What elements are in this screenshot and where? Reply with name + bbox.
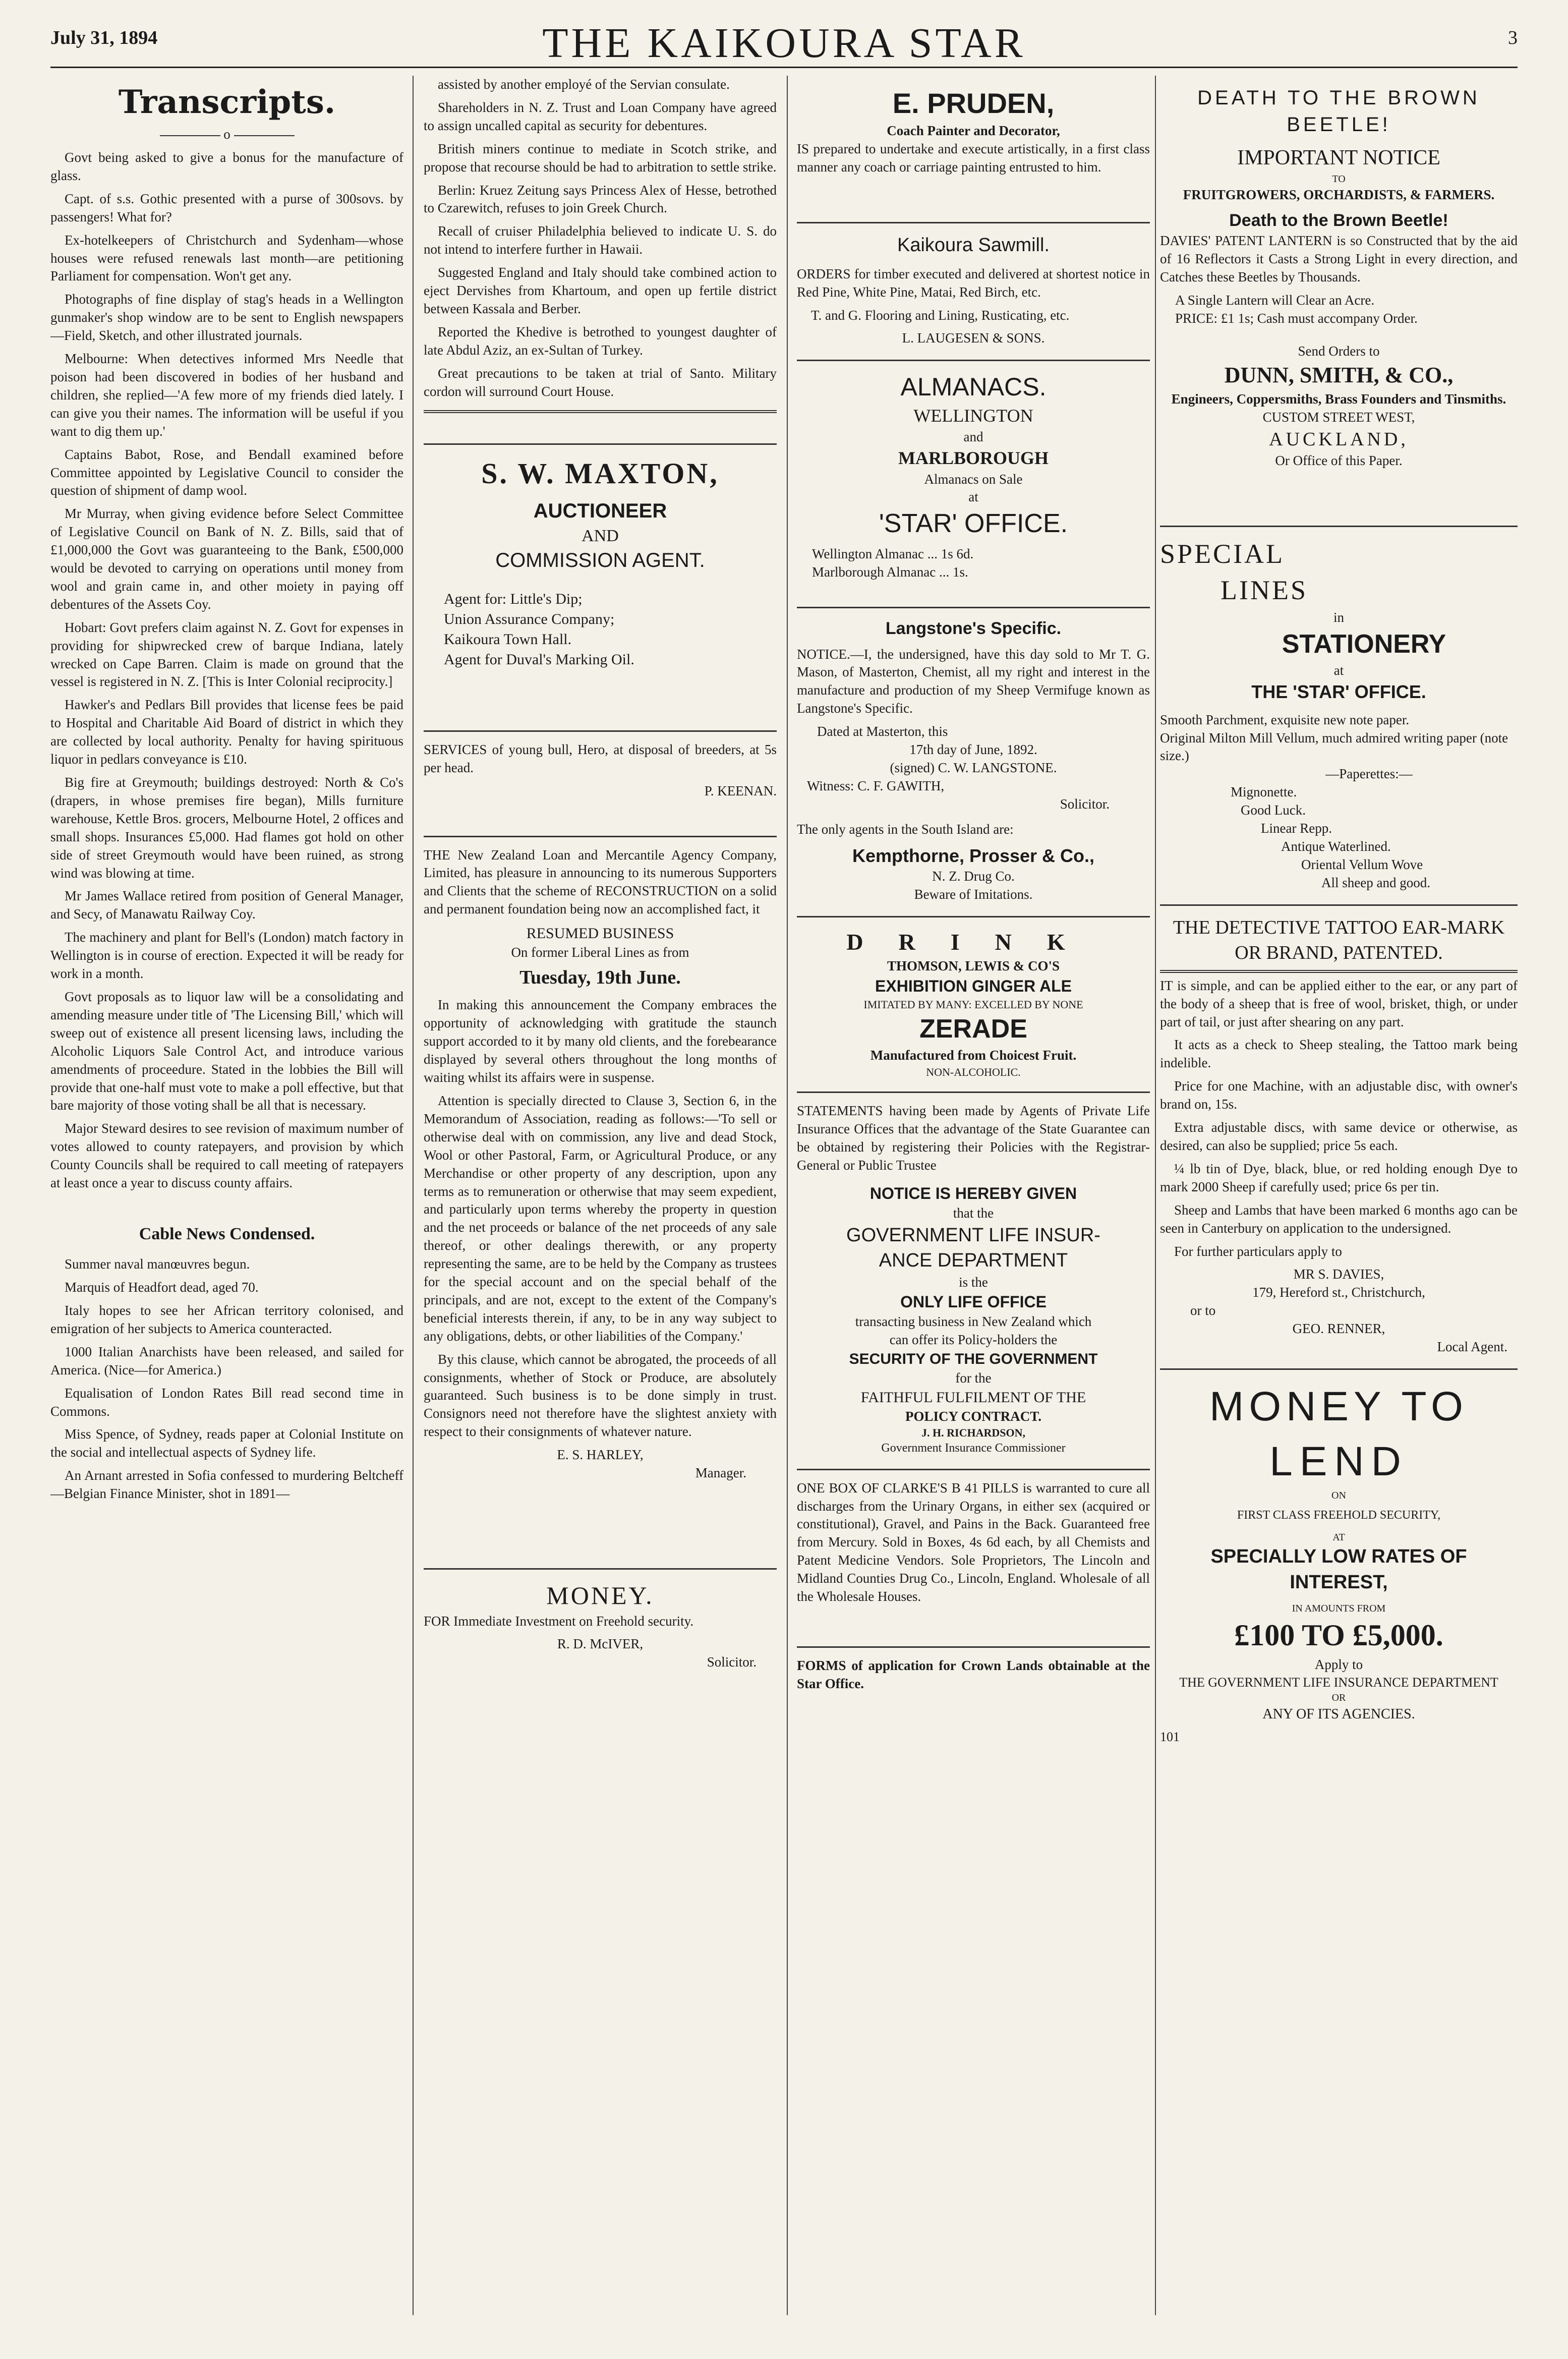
news-paragraph: Mr Murray, when giving evidence before Select Committee of Legislative Council on Bank of N. Z. Bills, said that of £1,000,000 the Govt was guaranteeing to the Bank, £500,000 would be devoted to carrying on operations until money from wool and grain came in, and other moiety in paying off debentures of the Assets Coy. bbox=[50, 506, 403, 612]
pruden-text: IS prepared to undertake and execute artistically, in a first class manner any coach or carriage painting entrusted to him. bbox=[797, 141, 1150, 175]
cable-paragraph: Equalisation of London Rates Bill read second time in Commons. bbox=[50, 1385, 403, 1419]
langstone-beware: Beware of Imitations. bbox=[914, 887, 1033, 902]
cable-paragraph: Marquis of Headfort dead, aged 70. bbox=[65, 1280, 259, 1295]
ad-almanacs bbox=[797, 360, 1150, 587]
govlife-security: SECURITY OF THE GOVERNMENT bbox=[849, 1350, 1098, 1367]
drink-nonalcoholic: NON-ALCOHOLIC. bbox=[926, 1066, 1021, 1079]
services-text: SERVICES of young bull, Hero, at disposal of breeders, at 5s per head. bbox=[424, 741, 777, 775]
news-paragraph: assisted by another employé of the Servian consulate. bbox=[438, 77, 730, 92]
langstone-signed: (signed) C. W. LANGSTONE. bbox=[890, 760, 1057, 775]
nzloan-p2: In making this announcement the Company embraces the opportunity of acknowledging with gratitude the staunch support accorded to it by many old clients, and the forebearance displayed by several others throughout the long months of waiting whilst its affairs were in suspense. bbox=[424, 997, 777, 1085]
almanacs-l2: and bbox=[963, 429, 983, 444]
money-text: FOR Immediate Investment on Freehold security. bbox=[424, 1613, 694, 1629]
page-number: 3 bbox=[1508, 27, 1518, 48]
news-paragraph: British miners continue to mediate in Scotch strike, and propose that recourse should be had to arbitration to settle strike. bbox=[424, 141, 777, 175]
ad-government-life bbox=[797, 1091, 1150, 1461]
langstone-witness: Witness: C. F. GAWITH, bbox=[807, 778, 945, 793]
money-range: £100 TO £5,000. bbox=[1234, 1618, 1443, 1652]
news-continued bbox=[424, 76, 777, 401]
news-paragraph: Big fire at Greymouth; buildings destroyed: North & Co's (drapers, in whose premises fire began), Mills furniture warehouse, Kettle Bros. grocers, Melbourne Hotel, 2 offices and small shops. Insurances £5,000. Had flames got hold on other side of street Greymouth would have been ruined, as strong wind was blowing at time. bbox=[50, 775, 403, 881]
tattoo-p3: Price for one Machine, with an adjustable disc, with owner's brand on, 15s. bbox=[1160, 1078, 1518, 1112]
drink-zerade: ZERADE bbox=[919, 1014, 1027, 1044]
money-l1: MONEY TO bbox=[1209, 1383, 1468, 1429]
tattoo-p4: Extra adjustable discs, with same device or otherwise, as desired, can also be supplied; price 5s each. bbox=[1160, 1120, 1518, 1153]
beetle-trade: Engineers, Coppersmiths, Brass Founders and Tinsmiths. bbox=[1171, 391, 1506, 407]
beetle-growers: FRUITGROWERS, ORCHARDISTS, & FARMERS. bbox=[1183, 187, 1495, 202]
beetle-or: Or Office of this Paper. bbox=[1275, 453, 1403, 469]
ad-tattoo bbox=[1160, 904, 1518, 1361]
tattoo-title: THE DETECTIVE TATTOO EAR-MARK OR BRAND, PATENTED. bbox=[1173, 916, 1505, 964]
pruden-name: E. PRUDEN, bbox=[892, 87, 1055, 119]
govlife-dept1: GOVERNMENT LIFE INSUR- bbox=[846, 1224, 1100, 1246]
maxton-l3: COMMISSION AGENT. bbox=[495, 549, 705, 572]
news-paragraph: Govt proposals as to liquor law will be a consolidating and amending measure under title of 'The Licensing Bill,' which will sweep out of existence all present licensing laws, including the Alcoholic Liquors Sale Control Act, and introduce various amendments of proceedure. Stated in the lobbies the Bill will provide that one-half must vote to make a poll effective, but that bare majority of those voting shall be all that is necessary. bbox=[50, 989, 403, 1113]
almanacs-l4: Almanacs on Sale bbox=[924, 471, 1023, 487]
almanacs-l3: MARLBOROUGH bbox=[898, 447, 1049, 468]
news-paragraph: Shareholders in N. Z. Trust and Loan Company have agreed to assign uncalled capital as security for debentures. bbox=[424, 99, 777, 133]
tattoo-sig4: Local Agent. bbox=[1437, 1339, 1507, 1355]
stationery-items bbox=[1160, 711, 1518, 892]
column-1 bbox=[50, 76, 403, 2310]
column-divider bbox=[1155, 76, 1156, 2315]
tattoo-or: or to bbox=[1190, 1303, 1216, 1318]
money-at: AT bbox=[1332, 1531, 1345, 1543]
govlife-commissioner: Government Insurance Commissioner bbox=[881, 1441, 1066, 1455]
page-footnote: 101 bbox=[1160, 1729, 1180, 1744]
nzloan-sig1: E. S. HARLEY, bbox=[557, 1447, 644, 1463]
drink-imitated: IMITATED BY MANY: EXCELLED BY NONE bbox=[863, 998, 1083, 1011]
sawmill-text2: T. and G. Flooring and Lining, Rusticating, etc. bbox=[811, 307, 1070, 323]
stationery-item: Linear Repp. bbox=[1261, 821, 1332, 836]
stationery-item: All sheep and good. bbox=[1321, 875, 1430, 890]
beetle-price: PRICE: £1 1s; Cash must accompany Order. bbox=[1175, 310, 1418, 326]
divider: o bbox=[50, 126, 403, 144]
govlife-for: for the bbox=[955, 1370, 992, 1386]
pruden-trade: Coach Painter and Decorator, bbox=[887, 123, 1060, 139]
langstone-firm: Kempthorne, Prosser & Co., bbox=[852, 845, 1095, 866]
tattoo-p2: It acts as a check to Sheep stealing, the Tattoo mark being indelible. bbox=[1160, 1037, 1518, 1071]
column-4 bbox=[1160, 76, 1518, 2310]
column-divider bbox=[787, 76, 788, 2315]
stationery-item: Good Luck. bbox=[1241, 802, 1306, 818]
column-2 bbox=[424, 76, 777, 2310]
almanacs-l5: at bbox=[968, 489, 978, 505]
langstone-notice: NOTICE.—I, the undersigned, have this day sold to Mr T. G. Mason, of Masterton, Chemist, all my right and interest in the manufacture and production of my Sheep Vermifuge known as Langstone's Specific. bbox=[797, 646, 1150, 716]
nzloan-p1: THE New Zealand Loan and Mercantile Agency Company, Limited, has pleasure in announcing to its numerous Supporters and Clients that the scheme of RECONSTRUCTION on a solid and permanent foundation being now an accomplished fact, it bbox=[424, 847, 777, 917]
news-paragraph: Great precautions to be taken at trial of Santo. Military cordon will surround Court House. bbox=[424, 365, 777, 399]
drink-ale: EXHIBITION GINGER ALE bbox=[875, 977, 1072, 996]
beetle-sub: Death to the Brown Beetle! bbox=[1229, 210, 1448, 230]
almanacs-office: 'STAR' OFFICE. bbox=[879, 509, 1068, 539]
almanacs-item: Marlborough Almanac ... 1s. bbox=[812, 564, 968, 580]
govlife-only: ONLY LIFE OFFICE bbox=[900, 1293, 1047, 1311]
double-rule bbox=[1160, 970, 1518, 973]
cable-paragraph: 1000 Italian Anarchists have been released, and sailed for America. (Nice—for America.) bbox=[50, 1344, 403, 1377]
forms-text: FORMS of application for Crown Lands obtainable at the Star Office. bbox=[797, 1657, 1150, 1691]
govlife-that: that the bbox=[953, 1205, 994, 1221]
beetle-text2: A Single Lantern will Clear an Acre. bbox=[1175, 292, 1375, 308]
sawmill-signature: L. LAUGESEN & SONS. bbox=[902, 330, 1045, 346]
ad-money-to-lend bbox=[1160, 1368, 1518, 1729]
beetle-city: AUCKLAND, bbox=[1269, 428, 1409, 450]
news-paragraph: Photographs of fine display of stag's heads in a Wellington gunmaker's shop window are to be sent to English newspapers—Field, Sketch, and other illustrated journals. bbox=[50, 292, 403, 343]
news-paragraph: Mr James Wallace retired from position of General Manager, and Secy, of Manawatu Railway Coy. bbox=[50, 888, 403, 922]
ad-money bbox=[424, 1568, 777, 1677]
tattoo-p1: IT is simple, and can be applied either to the ear, or any part of the body of a sheep that is free of wool, brisket, thigh, or under part of tail, or just after shearing on any part. bbox=[1160, 977, 1518, 1029]
news-paragraph: Reported the Khedive is betrothed to youngest daughter of late Abdul Aziz, an ex-Sultan of Turkey. bbox=[424, 324, 777, 358]
news-paragraph: Hobart: Govt prefers claim against N. Z. Govt for expenses in providing for shipwrecked crew of barque Indiana, lately wrecked on Cape Barren. Claim is made on ground that the vessel is registered in N. Z. [This is Inter Colonial reciprocity.] bbox=[50, 619, 403, 689]
news-paragraph: Recall of cruiser Philadelphia believed to indicate U. S. do not intend to interfere further in Hawaii. bbox=[424, 223, 777, 257]
agency-line: Kaikoura Town Hall. bbox=[444, 631, 572, 648]
sawmill-title: Kaikoura Sawmill. bbox=[897, 235, 1050, 256]
cable-paragraph: An Arnant arrested in Sofia confessed to murdering Beltcheff—Belgian Finance Minister, shot in 1891— bbox=[50, 1468, 403, 1502]
beetle-firm: DUNN, SMITH, & CO., bbox=[1224, 363, 1454, 388]
almanacs-title: ALMANACS. bbox=[900, 373, 1047, 401]
langstone-agents: The only agents in the South Island are: bbox=[797, 821, 1014, 837]
beetle-street: CUSTOM STREET WEST, bbox=[1262, 409, 1415, 425]
langstone-solicitor: Solicitor. bbox=[1060, 796, 1110, 812]
money-apply: Apply to bbox=[1314, 1656, 1363, 1672]
drink-manufactured: Manufactured from Choicest Fruit. bbox=[870, 1048, 1077, 1063]
double-rule bbox=[424, 410, 777, 413]
nzloan-former: On former Liberal Lines as from bbox=[511, 945, 689, 960]
langstone-day: 17th day of June, 1892. bbox=[909, 742, 1037, 758]
tattoo-p5: ¼ lb tin of Dye, black, blue, or red holding enough Dye to mark 2000 Sheep if carefully used; price 6s per tin. bbox=[1160, 1161, 1518, 1194]
stationery-item: Antique Waterlined. bbox=[1281, 838, 1391, 854]
services-signature: P. KEENAN. bbox=[704, 783, 777, 798]
agency-line: Agent for: Little's Dip; bbox=[444, 591, 583, 608]
tattoo-p6: Sheep and Lambs that have been marked 6 months ago can be seen in Canterbury on application to the undersigned. bbox=[1160, 1202, 1518, 1236]
nzloan-resumed: RESUMED BUSINESS bbox=[526, 925, 674, 942]
money-title: MONEY. bbox=[546, 1581, 654, 1610]
news-paragraph: Berlin: Kruez Zeitung says Princess Alex of Hesse, betrothed to Czarewitch, refuses to join Greek Church. bbox=[424, 182, 777, 216]
almanacs-item: Wellington Almanac ... 1s 6d. bbox=[812, 546, 974, 562]
nzloan-p4: By this clause, which cannot be abrogated, the proceeds of all consignments, whether of Stock or Produce, are absolutely guaranteed. Such business is to be done simply in trust. Consignors need not therefore have the slightest anxiety with respect to their consignments of whatever nature. bbox=[424, 1351, 777, 1440]
cable-paragraph: Italy hopes to see her African territory colonised, and emigration of her subjects to America counteracted. bbox=[50, 1302, 403, 1336]
stationery-l4: STATIONERY bbox=[1282, 629, 1446, 659]
column-3 bbox=[797, 76, 1150, 2310]
stationery-l6: THE 'STAR' OFFICE. bbox=[1251, 681, 1426, 702]
cable-paragraph: Miss Spence, of Sydney, reads paper at Colonial Institute on the social and intellectual aspects of Sydney life. bbox=[50, 1426, 403, 1460]
stationery-item: Mignonette. bbox=[1231, 784, 1297, 800]
ad-stationery bbox=[1160, 526, 1518, 897]
maxton-l2: AND bbox=[582, 526, 619, 545]
govlife-policy: POLICY CONTRACT. bbox=[905, 1408, 1041, 1424]
money-sig1: R. D. McIVER, bbox=[557, 1636, 644, 1652]
beetle-notice: IMPORTANT NOTICE bbox=[1237, 146, 1440, 170]
money-on: ON bbox=[1331, 1490, 1346, 1502]
sawmill-text: ORDERS for timber executed and delivered at shortest notice in Red Pine, White Pine, Matai, Red Birch, etc. bbox=[797, 266, 1150, 300]
maxton-agencies bbox=[444, 589, 777, 670]
news-paragraph: Govt being asked to give a bonus for the manufacture of glass. bbox=[50, 150, 403, 183]
tattoo-sig2: 179, Hereford st., Christchurch, bbox=[1252, 1285, 1425, 1300]
govlife-isthe: is the bbox=[959, 1274, 988, 1290]
drink-title: DRINK bbox=[846, 929, 1100, 955]
langstone-title: Langstone's Specific. bbox=[885, 619, 1062, 639]
agency-line: Agent for Duval's Marking Oil. bbox=[444, 651, 634, 668]
news-paragraph: The machinery and plant for Bell's (London) match factory in Wellington is in course of erection. Expected it will be ready for work in a month. bbox=[50, 930, 403, 982]
money-amounts: IN AMOUNTS FROM bbox=[1292, 1603, 1386, 1615]
langstone-dated: Dated at Masterton, this bbox=[817, 724, 948, 739]
cable-news-body bbox=[50, 1255, 403, 1503]
stationery-l2: LINES bbox=[1221, 574, 1308, 605]
ad-maxton bbox=[424, 443, 777, 675]
stationery-item: Smooth Parchment, exquisite new note paper. bbox=[1160, 712, 1410, 727]
drink-firm: THOMSON, LEWIS & CO'S bbox=[887, 958, 1060, 974]
govlife-text: STATEMENTS having been made by Agents of Private Life Insurance Offices that the advantage of the State Guarantee can be obtained by registering their Policies with the Registrar-General or Public Trustee bbox=[797, 1103, 1150, 1173]
news-paragraph: Captains Babot, Rose, and Bendall examined before Committee appointed by Legislative Council to consider the question of shipment of damp wool. bbox=[50, 446, 403, 498]
masthead-rule bbox=[50, 67, 1518, 68]
almanacs-l1: WELLINGTON bbox=[913, 405, 1033, 426]
money-sig2: Solicitor. bbox=[707, 1654, 757, 1670]
stationery-item: —Paperettes:— bbox=[1325, 766, 1413, 782]
news-paragraph: Major Steward desires to see revision of maximum number of votes allowed to county ratepayers, and provision by which County Councils shall be required to call meeting of ratepayers at least once a year to discuss county affairs. bbox=[50, 1121, 403, 1191]
money-security: FIRST CLASS FREEHOLD SECURITY, bbox=[1237, 1508, 1441, 1522]
beetle-text: DAVIES' PATENT LANTERN is so Constructed that by the aid of 16 Reflectors it Casts a Strong Light in every direction, and Catches these Beetles by Thousands. bbox=[1160, 233, 1518, 284]
section-title-transcripts: Transcripts. bbox=[118, 83, 336, 121]
column-divider bbox=[413, 76, 414, 2315]
ad-clarkes-pills bbox=[797, 1469, 1150, 1616]
ad-brown-beetle bbox=[1160, 76, 1518, 475]
nzloan-date: Tuesday, 19th June. bbox=[519, 966, 681, 988]
tattoo-p7: For further particulars apply to bbox=[1174, 1243, 1342, 1259]
stationery-item: Original Milton Mill Vellum, much admired writing paper (note size.) bbox=[1160, 730, 1508, 764]
masthead bbox=[50, 14, 1518, 65]
news-paragraph: Capt. of s.s. Gothic presented with a purse of 300sovs. by passengers! What for? bbox=[50, 191, 403, 224]
money-rates2: INTEREST, bbox=[1290, 1571, 1388, 1593]
ad-drink bbox=[797, 916, 1150, 1084]
ad-nz-loan bbox=[424, 836, 777, 1488]
money-rates1: SPECIALLY LOW RATES OF bbox=[1210, 1546, 1467, 1568]
stationery-l3: in bbox=[1333, 609, 1344, 625]
stationery-l1: SPECIAL bbox=[1160, 539, 1285, 569]
ad-sawmill bbox=[797, 222, 1150, 353]
govlife-can: can offer its Policy-holders the bbox=[889, 1332, 1058, 1347]
govlife-dept2: ANCE DEPARTMENT bbox=[879, 1250, 1068, 1272]
paper-title: THE KAIKOURA STAR bbox=[542, 20, 1026, 67]
tattoo-sig3: GEO. RENNER, bbox=[1292, 1321, 1385, 1337]
ad-forms bbox=[797, 1646, 1150, 1703]
money-dept: THE GOVERNMENT LIFE INSURANCE DEPARTMENT bbox=[1179, 1675, 1498, 1690]
issue-date: July 31, 1894 bbox=[50, 27, 158, 48]
nzloan-sig2: Manager. bbox=[695, 1465, 746, 1481]
money-or: OR bbox=[1331, 1692, 1346, 1704]
section-title-cable-news: Cable News Condensed. bbox=[139, 1224, 315, 1243]
money-l2: LEND bbox=[1269, 1439, 1408, 1485]
agency-line: Union Assurance Company; bbox=[444, 611, 615, 628]
govlife-faithful: FAITHFUL FULFILMENT OF THE bbox=[860, 1389, 1086, 1406]
stationery-l5: at bbox=[1333, 662, 1344, 678]
govlife-signature: J. H. RICHARDSON, bbox=[921, 1426, 1025, 1440]
cable-paragraph: Summer naval manœuvres begun. bbox=[65, 1256, 250, 1272]
ad-services bbox=[424, 730, 777, 805]
news-paragraph: Hawker's and Pedlars Bill provides that license fees be paid to Hospital and Charitable Aid Board of district in which they are collected by local authority. Penalty for having spirituous liquor in pedlars conveyance is £10. bbox=[50, 697, 403, 767]
govlife-trans: transacting business in New Zealand which bbox=[855, 1314, 1092, 1330]
beetle-title: DEATH TO THE BROWN BEETLE! bbox=[1197, 87, 1480, 136]
stationery-item: Oriental Vellum Wove bbox=[1301, 856, 1423, 872]
maxton-l1: AUCTIONEER bbox=[533, 499, 667, 522]
govlife-notice: NOTICE IS HEREBY GIVEN bbox=[869, 1184, 1077, 1203]
news-paragraph: Ex-hotelkeepers of Christchurch and Sydenham—whose houses were refused renewals last month—are petitioning Parliament for compensation. Won't get any. bbox=[50, 232, 403, 284]
beetle-to: TO bbox=[1332, 174, 1346, 185]
beetle-send: Send Orders to bbox=[1298, 343, 1380, 359]
news-paragraph: Suggested England and Italy should take combined action to eject Dervishes from Khartoum, and open up fertile district between Kassala and Berber. bbox=[424, 265, 777, 316]
clarke-text: ONE BOX OF CLARKE'S B 41 PILLS is warranted to cure all discharges from the Urinary Organs, in either sex (acquired or constitutional), Gravel, and Pains in the Back. Guaranteed free from Mercury. Sold in Boxes, 4s 6d each, by all Chemists and Patent Medicine Vendors. Sole Proprietors, The Lincoln and Midland Counties Drug Co., Lincoln, England. Wholesale of all the Wholesale Houses. bbox=[797, 1480, 1150, 1604]
maxton-name: S. W. MAXTON, bbox=[481, 456, 719, 490]
tattoo-sig1: MR S. DAVIES, bbox=[1293, 1267, 1384, 1282]
transcripts-body bbox=[50, 149, 403, 1192]
ad-pruden bbox=[797, 76, 1150, 187]
ad-langstone bbox=[797, 607, 1150, 909]
langstone-drug: N. Z. Drug Co. bbox=[932, 869, 1015, 884]
money-agencies: ANY OF ITS AGENCIES. bbox=[1262, 1706, 1415, 1722]
nzloan-p3: Attention is specially directed to Clause 3, Section 6, in the Memorandum of Association, reading as follows:—'To sell or otherwise deal with on commission, any live and dead Stock, Wool or other Pastoral, Farm, or Agricultural Produce, or any Merchandise or other property of any description, upon any terms as to remuneration or otherwise that may seem expedient, and particularly upon terms whereby the property in question and the net proceeds or balance of the net proceeds of any sale thereof, or other dealings therewith, or any property representing the same, are to be held by the Company as trustees for the special account and on the special behalf of the principals, and are not, except to the extent of the Company's beneficial interests therein, if any, to be in any way subject to any obligations, debts, or other liabilities of the Company.' bbox=[424, 1092, 777, 1344]
news-paragraph: Melbourne: When detectives informed Mrs Needle that poison had been discovered in bodies of her husband and children, she replied—'A few more of my friends died lately. I can give you their names. The information will be useful if you want to dig them up.' bbox=[50, 351, 403, 439]
